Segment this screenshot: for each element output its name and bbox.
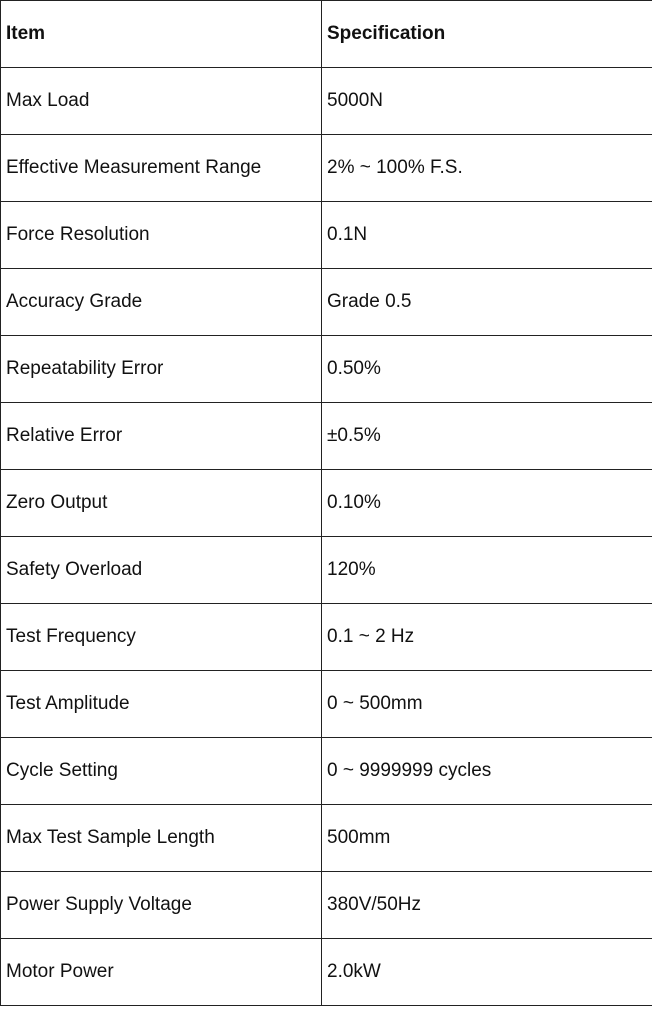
- table-row: [1, 68, 652, 135]
- item-cell: Max Load: [1, 68, 322, 135]
- specification-cell: 5000N: [322, 68, 652, 135]
- item-cell: Effective Measurement Range: [1, 135, 322, 202]
- table-row: [1, 537, 652, 604]
- item-cell: Force Resolution: [1, 202, 322, 269]
- item-cell: Repeatability Error: [1, 336, 322, 403]
- item-cell: Test Amplitude: [1, 671, 322, 738]
- table-row: [1, 202, 652, 269]
- table-row: [1, 135, 652, 202]
- table-row: [1, 336, 652, 403]
- header-item: Item: [1, 1, 322, 68]
- item-cell: Cycle Setting: [1, 738, 322, 805]
- specification-cell: 380V/50Hz: [322, 872, 652, 939]
- specification-cell: 0.10%: [322, 470, 652, 537]
- table-row: [1, 939, 652, 1006]
- specification-cell: 500mm: [322, 805, 652, 872]
- item-cell: Relative Error: [1, 403, 322, 470]
- item-cell: Safety Overload: [1, 537, 322, 604]
- table-row: [1, 269, 652, 336]
- table-row: [1, 470, 652, 537]
- table-row: [1, 738, 652, 805]
- table-row: [1, 872, 652, 939]
- specification-cell: Grade 0.5: [322, 269, 652, 336]
- item-cell: Test Frequency: [1, 604, 322, 671]
- specification-cell: 0.1 ~ 2 Hz: [322, 604, 652, 671]
- specification-cell: 2% ~ 100% F.S.: [322, 135, 652, 202]
- header-row: [1, 1, 652, 68]
- table-row: [1, 403, 652, 470]
- item-cell: Motor Power: [1, 939, 322, 1006]
- table-row: [1, 604, 652, 671]
- specification-cell: 0 ~ 500mm: [322, 671, 652, 738]
- specification-cell: 2.0kW: [322, 939, 652, 1006]
- specification-cell: 0.1N: [322, 202, 652, 269]
- item-cell: Zero Output: [1, 470, 322, 537]
- header-specification: Specification: [322, 1, 652, 68]
- specification-cell: 0 ~ 9999999 cycles: [322, 738, 652, 805]
- item-cell: Power Supply Voltage: [1, 872, 322, 939]
- item-cell: Accuracy Grade: [1, 269, 322, 336]
- specification-cell: ±0.5%: [322, 403, 652, 470]
- specification-cell: 0.50%: [322, 336, 652, 403]
- specification-cell: 120%: [322, 537, 652, 604]
- table-row: [1, 805, 652, 872]
- item-cell: Max Test Sample Length: [1, 805, 322, 872]
- table-row: [1, 671, 652, 738]
